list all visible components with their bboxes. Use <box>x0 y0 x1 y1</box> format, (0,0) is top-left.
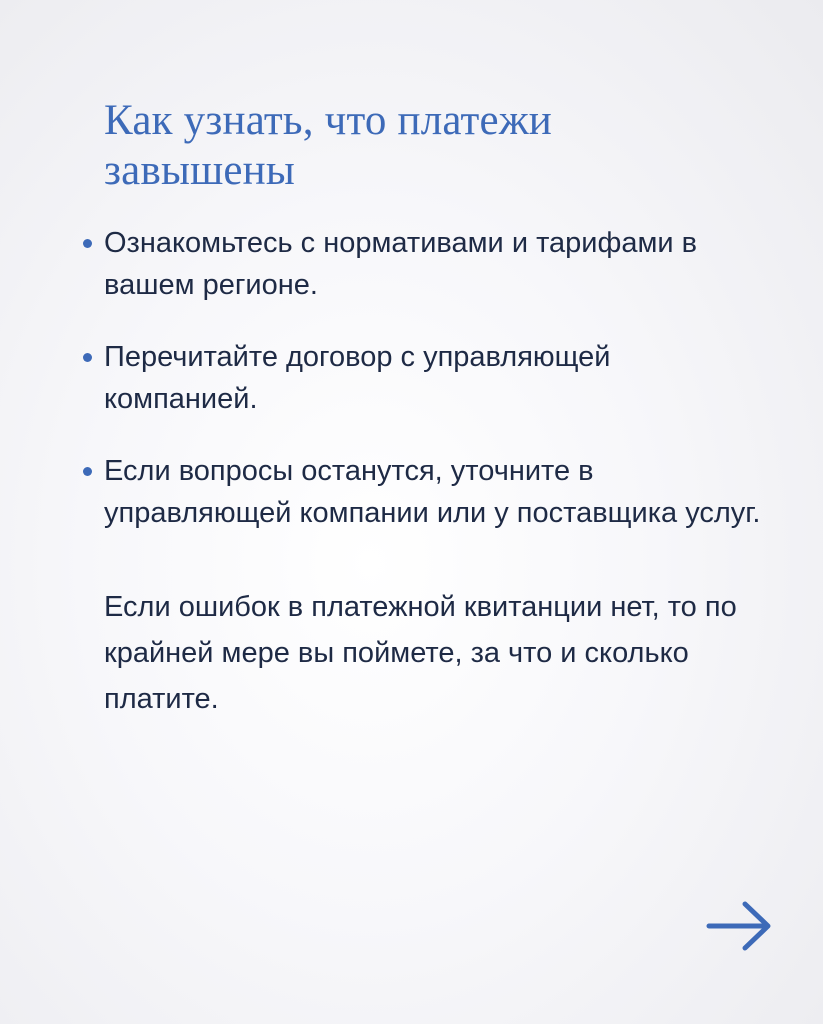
list-item-text: Если вопросы останутся, уточните в управляющей компании или у поставщика услуг. <box>104 455 761 529</box>
next-slide-button[interactable] <box>705 896 775 956</box>
bullet-dot-icon <box>83 353 92 362</box>
conclusion-text: Если ошибок в платежной квитанции нет, то по крайней мере вы поймете, за что и сколько платите. <box>104 591 737 715</box>
list-item <box>72 336 772 420</box>
bullet-dot-icon <box>83 467 92 476</box>
slide-title: Как узнать, что платежи завышены <box>104 97 552 194</box>
arrow-right-icon <box>705 896 775 956</box>
tips-list <box>72 222 772 564</box>
list-item-text: Перечитайте договор с управляющей компанией. <box>104 341 611 415</box>
list-item <box>72 222 772 306</box>
list-item-text: Ознакомьтесь с нормативами и тарифами в вашем регионе. <box>104 227 698 301</box>
list-item <box>72 450 772 534</box>
bullet-dot-icon <box>83 239 92 248</box>
